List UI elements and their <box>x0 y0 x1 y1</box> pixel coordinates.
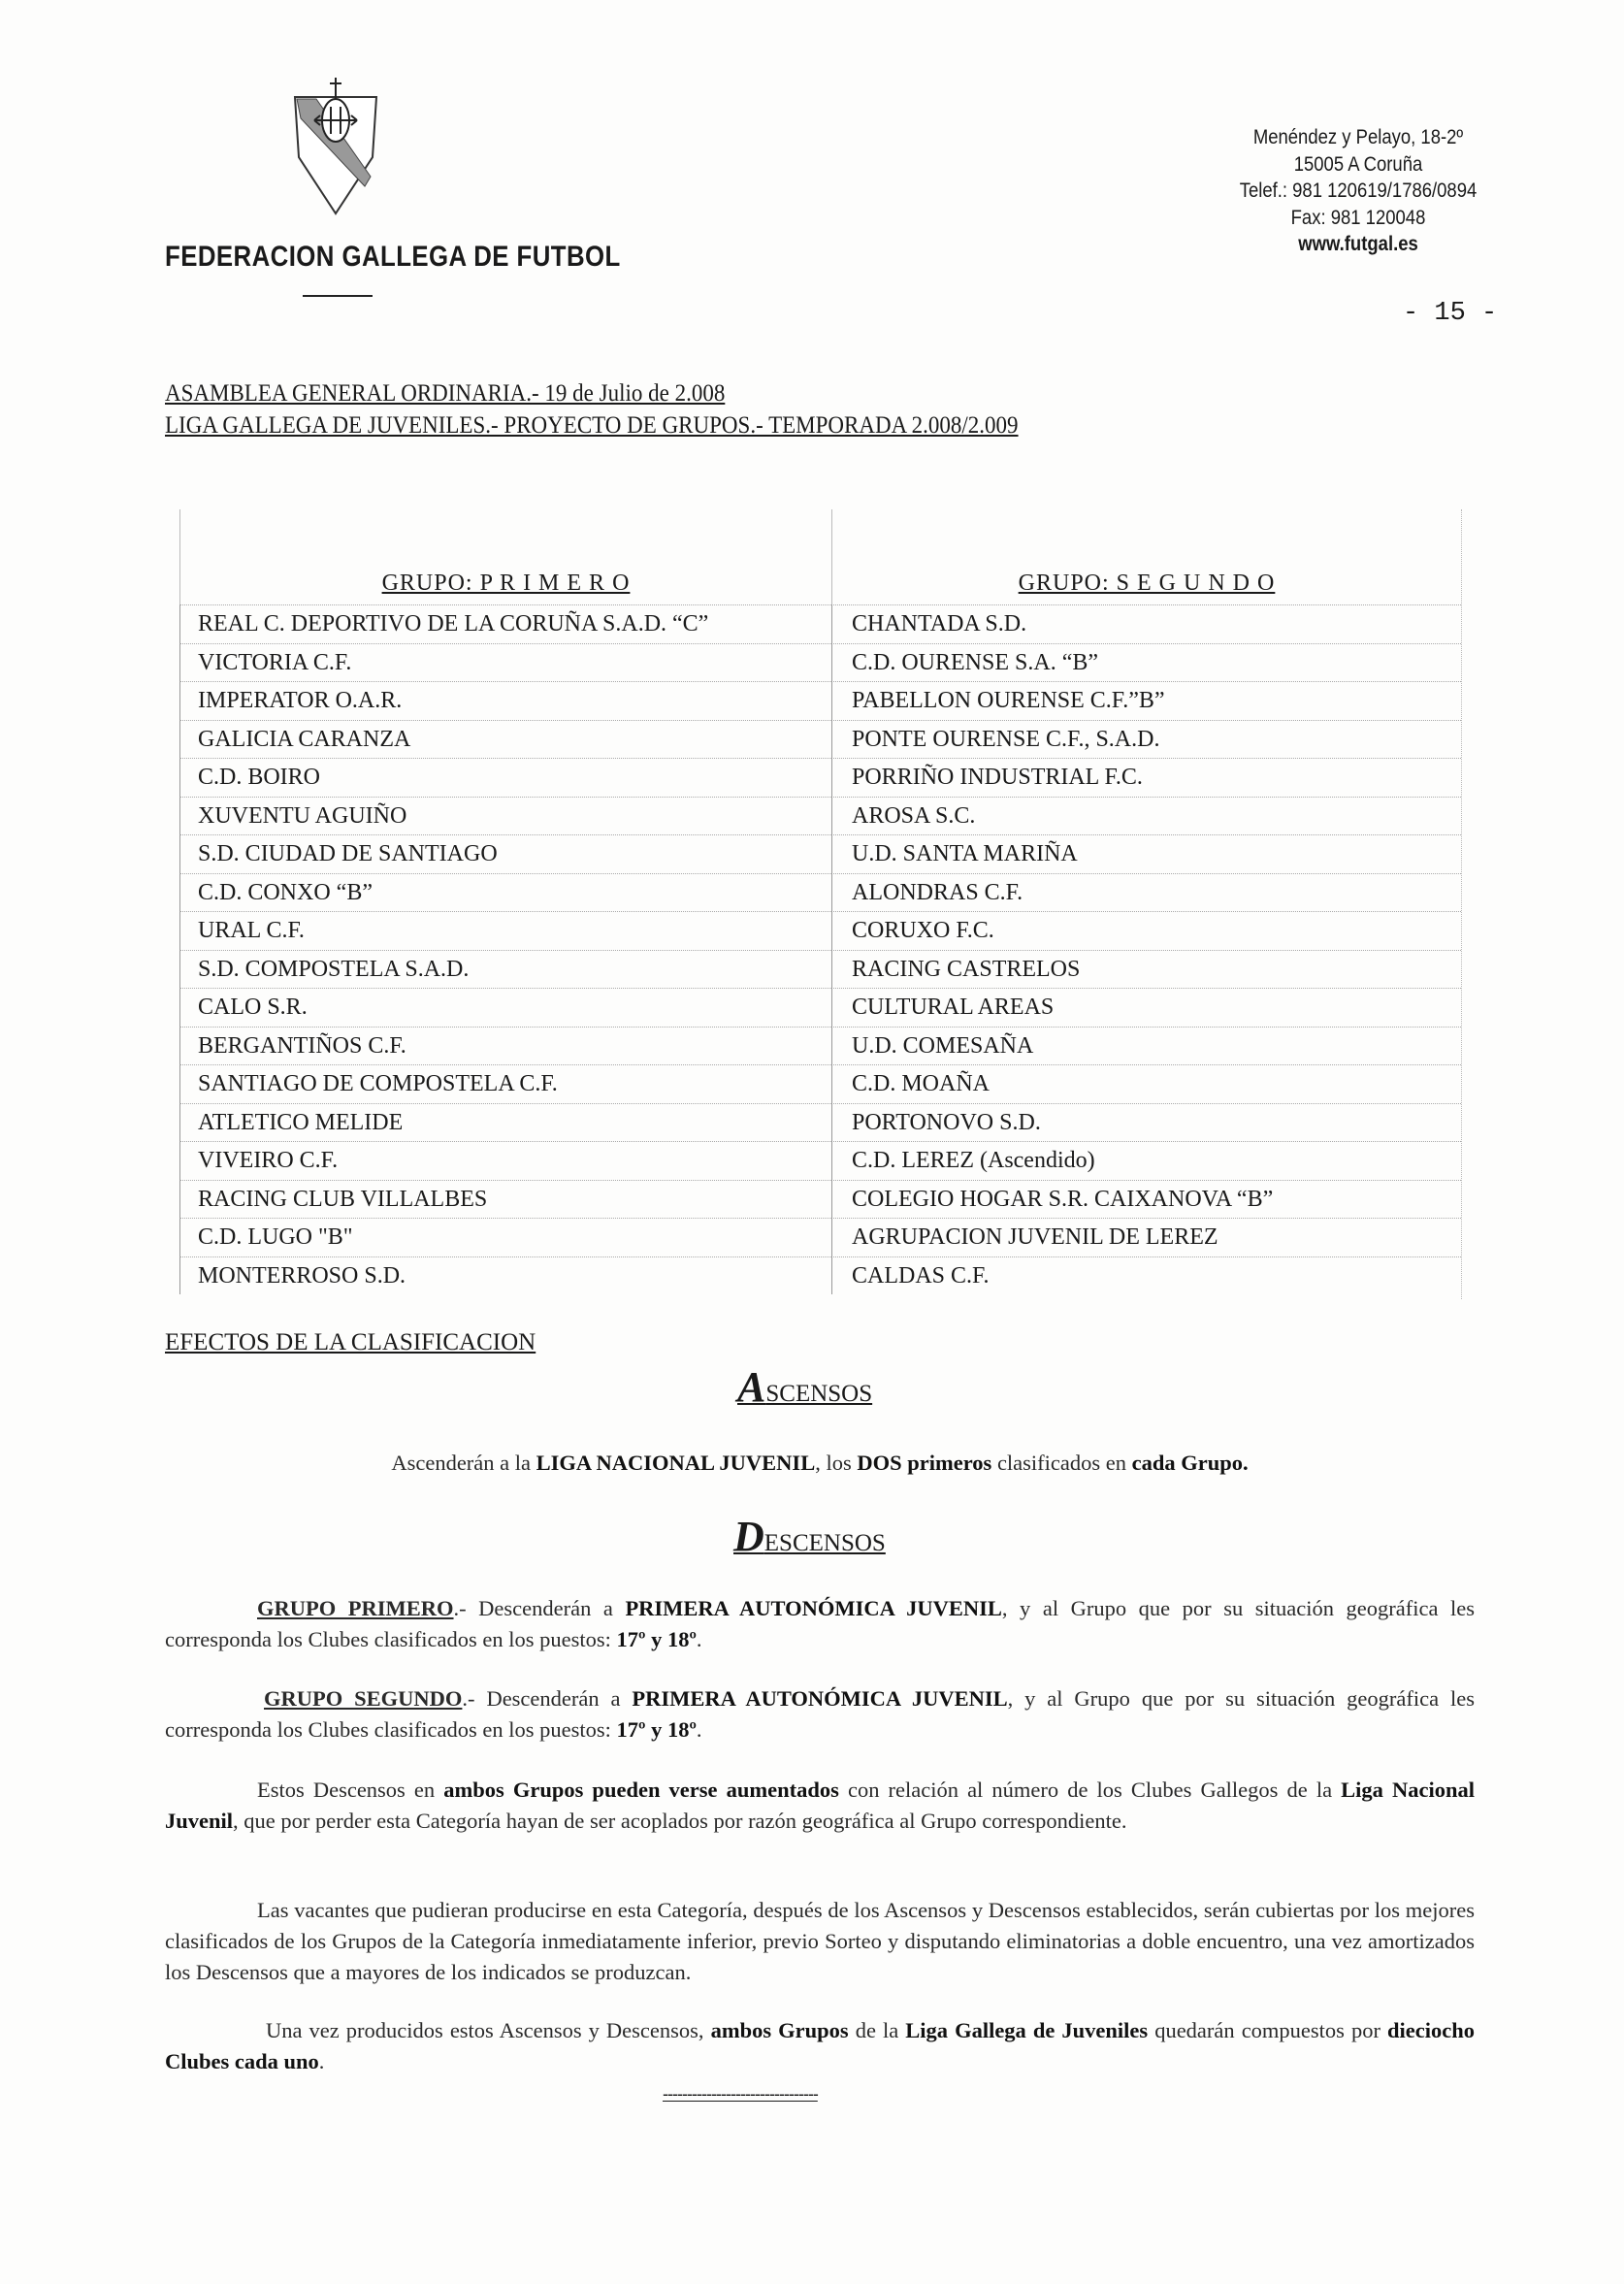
group-segundo-column <box>831 509 1462 1299</box>
address-street: Menéndez y Pelayo, 18-2º <box>1252 126 1464 148</box>
text: con relación al número de los Clubes Gallegos de la <box>838 1778 1342 1802</box>
ascensos-initial: A <box>737 1363 766 1411</box>
club-row: IMPERATOR O.A.R. <box>179 681 831 720</box>
text: dieciocho Clubes cada uno <box>165 2018 1475 2073</box>
text: ambos Grupos <box>710 2018 849 2042</box>
text: clasificados en <box>991 1451 1132 1475</box>
ascensos-text <box>165 1448 1475 1479</box>
address-fax: Fax: 981 120048 <box>1290 206 1426 229</box>
club-row: XUVENTU AGUIÑO <box>179 797 831 835</box>
text: 17º y 18º <box>616 1627 697 1651</box>
club-row: C.D. MOAÑA <box>831 1064 1461 1103</box>
club-row: C.D. CONXO “B” <box>179 873 831 912</box>
ascensos-heading <box>737 1362 872 1412</box>
club-row: PORTONOVO S.D. <box>831 1103 1461 1142</box>
text: Estos Descensos en <box>257 1778 444 1802</box>
text: GRUPO PRIMERO <box>257 1596 454 1620</box>
group-primero-title: GRUPO: P R I M E R O <box>179 509 831 604</box>
text: PRIMERA AUTONÓMICA JUVENIL <box>632 1686 1008 1711</box>
club-row: VICTORIA C.F. <box>179 643 831 682</box>
text: Las vacantes que pudieran producirse en esta Categoría, después de los Ascensos y Descensos establecidos, serán cubiertas por los mejores clasificados de los Grupos de la Categoría inmediatamente inferior, previo Sorteo y disputando eliminatorias a doble encuentro, una vez amortizados los Descensos que a mayores de los indicados se produzcan. <box>165 1898 1475 1984</box>
club-row: C.D. BOIRO <box>179 758 831 797</box>
club-row: MONTERROSO S.D. <box>179 1256 831 1295</box>
club-row: GALICIA CARANZA <box>179 720 831 759</box>
efectos-title: EFECTOS DE LA CLASIFICACION <box>165 1329 536 1355</box>
club-row: S.D. CIUDAD DE SANTIAGO <box>179 834 831 873</box>
text: Una vez producidos estos Ascensos y Descensos, <box>266 2018 711 2042</box>
text: , y al Grupo que por su situación geográfica les corresponda los Clubes clasificados en los puestos: <box>165 1686 1475 1742</box>
text: Liga Gallega de Juveniles <box>905 2018 1149 2042</box>
address-block <box>1203 124 1513 258</box>
text: 17º y 18º <box>616 1717 697 1742</box>
club-row: ATLETICO MELIDE <box>179 1103 831 1142</box>
page-number: - 15 - <box>1403 299 1498 328</box>
club-row: C.D. LEREZ (Ascendido) <box>831 1141 1461 1180</box>
text: Liga Nacional Juvenil <box>165 1778 1475 1833</box>
text: DOS primeros <box>857 1451 992 1475</box>
club-row: AGRUPACION JUVENIL DE LEREZ <box>831 1218 1461 1256</box>
grupo-segundo-paragraph <box>165 1683 1475 1746</box>
text: , y al Grupo que por su situación geográfica les corresponda los Clubes clasificados en los puestos: <box>165 1596 1475 1651</box>
club-row: C.D. LUGO "B" <box>179 1218 831 1256</box>
text: cada Grupo. <box>1131 1451 1249 1475</box>
text: quedarán compuestos por <box>1148 2018 1387 2042</box>
club-row: CORUXO F.C. <box>831 911 1461 950</box>
ascensos-rest: SCENSOS <box>765 1381 873 1407</box>
club-row: CALDAS C.F. <box>831 1256 1461 1295</box>
text: Ascenderán a la <box>391 1451 536 1475</box>
groups-table <box>179 509 1461 1299</box>
text: ambos Grupos pueden verse aumentados <box>443 1778 839 1802</box>
descensos-increase-paragraph <box>165 1775 1475 1837</box>
federation-crest-logo <box>287 70 384 215</box>
end-rule: -------------------------------- <box>663 2084 818 2104</box>
grupo-primero-paragraph <box>165 1593 1475 1655</box>
text: . <box>696 1717 702 1742</box>
text: . <box>696 1627 702 1651</box>
club-row: URAL C.F. <box>179 911 831 950</box>
club-row: BERGANTIÑOS C.F. <box>179 1027 831 1065</box>
club-row: SANTIAGO DE COMPOSTELA C.F. <box>179 1064 831 1103</box>
club-row: VIVEIRO C.F. <box>179 1141 831 1180</box>
text: LIGA NACIONAL JUVENIL <box>536 1451 816 1475</box>
text: GRUPO SEGUNDO <box>264 1686 463 1711</box>
text: , los <box>815 1451 858 1475</box>
text: , que por perder esta Categoría hayan de ser acoplados por razón geográfica al Grupo correspondiente. <box>233 1809 1127 1833</box>
descensos-initial: D <box>733 1513 764 1560</box>
group-primero-column <box>179 509 831 1299</box>
club-row: PORRIÑO INDUSTRIAL F.C. <box>831 758 1461 797</box>
address-city: 15005 A Coruña <box>1293 152 1423 176</box>
document-heading-2: LIGA GALLEGA DE JUVENILES.- PROYECTO DE GRUPOS.- TEMPORADA 2.008/2.009 <box>165 412 1019 439</box>
vacantes-paragraph <box>165 1895 1475 1988</box>
club-row: CHANTADA S.D. <box>831 604 1461 643</box>
club-row: S.D. COMPOSTELA S.A.D. <box>179 950 831 989</box>
club-row: ALONDRAS C.F. <box>831 873 1461 912</box>
club-row: COLEGIO HOGAR S.R. CAIXANOVA “B” <box>831 1180 1461 1219</box>
club-row: CALO S.R. <box>179 988 831 1027</box>
organization-name: FEDERACION GALLEGA DE FUTBOL <box>165 241 621 273</box>
club-row: RACING CASTRELOS <box>831 950 1461 989</box>
club-row: U.D. SANTA MARIÑA <box>831 834 1461 873</box>
descensos-rest: ESCENSOS <box>763 1530 886 1556</box>
club-row: C.D. OURENSE S.A. “B” <box>831 643 1461 682</box>
descensos-heading <box>733 1512 886 1561</box>
text: . <box>318 2049 325 2073</box>
text: de la <box>848 2018 906 2042</box>
club-row: PABELLON OURENSE C.F.”B” <box>831 681 1461 720</box>
group-segundo-title: GRUPO: S E G U N D O <box>831 509 1461 604</box>
club-row: PONTE OURENSE C.F., S.A.D. <box>831 720 1461 759</box>
text: .- Descenderán a <box>462 1686 633 1711</box>
final-paragraph <box>165 2015 1475 2077</box>
website-link[interactable]: www.futgal.es <box>1298 233 1418 255</box>
text: .- Descenderán a <box>453 1596 626 1620</box>
club-row: REAL C. DEPORTIVO DE LA CORUÑA S.A.D. “C” <box>179 604 831 643</box>
text: PRIMERA AUTONÓMICA JUVENIL <box>625 1596 1002 1620</box>
club-row: RACING CLUB VILLALBES <box>179 1180 831 1219</box>
document-heading-1: ASAMBLEA GENERAL ORDINARIA.- 19 de Julio de 2.008 <box>165 380 726 407</box>
club-row: AROSA S.C. <box>831 797 1461 835</box>
club-row: CULTURAL AREAS <box>831 988 1461 1027</box>
club-row: U.D. COMESAÑA <box>831 1027 1461 1065</box>
address-phone: Telef.: 981 120619/1786/0894 <box>1239 179 1478 202</box>
divider <box>303 295 373 297</box>
